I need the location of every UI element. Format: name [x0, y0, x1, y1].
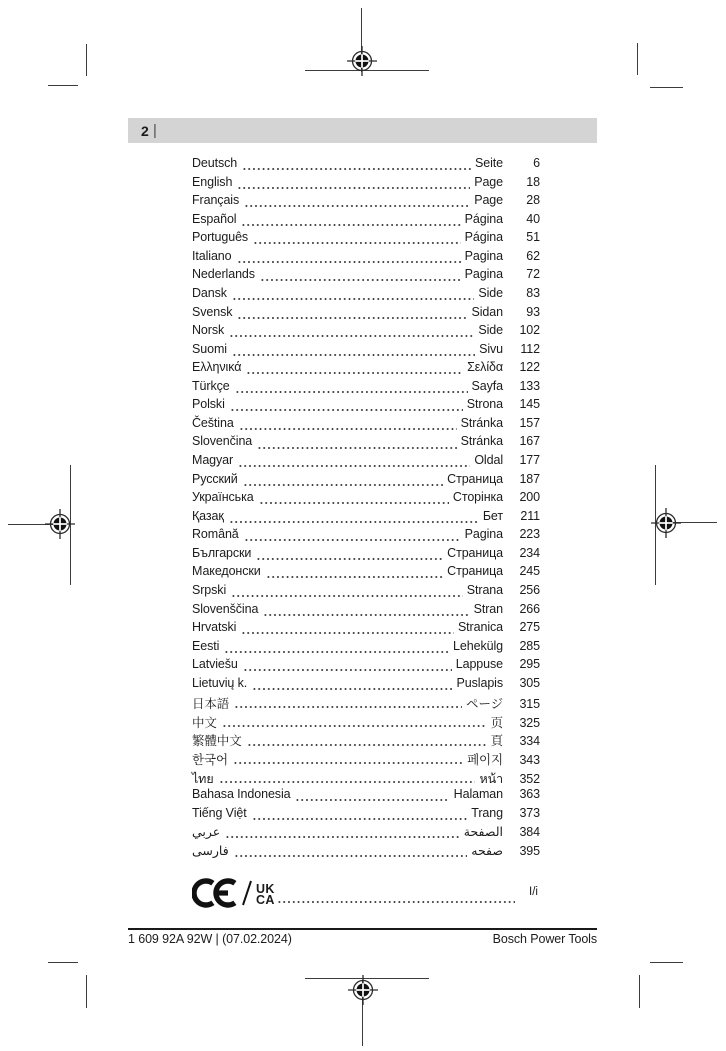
dot-leader [225, 835, 460, 839]
toc-entry [192, 509, 540, 528]
dot-leader [252, 687, 452, 691]
dot-leader [243, 483, 443, 487]
toc-page-word: Strana [466, 582, 503, 597]
toc-page-number: 28 [526, 193, 540, 208]
toc-entry [192, 676, 540, 695]
toc-language: Čeština [192, 415, 234, 430]
toc-language: Latviešu [192, 657, 238, 672]
toc-page-number: 122 [519, 360, 540, 375]
toc-page-word: Бет [482, 508, 503, 523]
toc-page-number: 167 [519, 434, 540, 449]
toc-language: Svensk [192, 304, 233, 319]
toc-language: Ελληνικά [192, 360, 242, 375]
dot-leader [247, 743, 487, 747]
toc-page-number: 285 [519, 638, 540, 653]
toc-page-word: Stranica [457, 620, 503, 635]
toc-language: Lietuvių k. [192, 675, 248, 690]
toc-page-word: Сторінка [452, 490, 503, 505]
toc-entry [192, 305, 540, 324]
toc-page-number: 373 [519, 805, 540, 820]
toc-language: 繁體中文 [192, 734, 242, 749]
toc-page-number: 315 [519, 697, 540, 712]
toc-entry [192, 230, 540, 249]
crop-tick-top-left [86, 44, 87, 76]
footer-rule [128, 928, 597, 930]
toc-page-word: หน้า [479, 771, 503, 786]
toc-page-number: 275 [519, 620, 540, 635]
crop-tick-left-upper [48, 85, 78, 86]
toc-page-word: Page [474, 174, 503, 189]
toc-page-number: 211 [520, 508, 540, 523]
toc-page-number: 334 [519, 734, 540, 749]
toc-entry [192, 583, 540, 602]
toc-entry [192, 824, 540, 843]
toc-page-number: 40 [526, 211, 540, 226]
toc-page-word: Sivu [479, 341, 503, 356]
toc-page-word: 页 [490, 715, 503, 730]
toc-page-word: Page [474, 193, 503, 208]
toc-page-word: Страница [447, 471, 503, 486]
toc-language: Tiếng Việt [192, 805, 247, 820]
toc-page-number: 157 [519, 415, 540, 430]
dot-leader [234, 705, 462, 709]
dot-leader [241, 631, 454, 635]
dot-leader [295, 798, 449, 802]
toc-entry [192, 787, 540, 806]
toc-page-number: 295 [519, 657, 540, 672]
toc-page-number: 18 [526, 174, 540, 189]
dot-leader [242, 167, 471, 171]
toc-entry [192, 193, 540, 212]
dot-leader [260, 278, 461, 282]
toc-page-word: Sidan [471, 304, 503, 319]
toc-page-number: 223 [519, 527, 540, 542]
toc-page-word: 頁 [490, 734, 503, 749]
toc-language: Nederlands [192, 267, 255, 282]
dot-leader [259, 501, 449, 505]
dot-leader [233, 761, 463, 765]
dot-leader [229, 520, 479, 524]
toc-language: 한국어 [192, 753, 228, 767]
toc-page-number: 145 [519, 397, 540, 412]
toc-entry [192, 175, 540, 194]
dot-leader [252, 817, 468, 821]
dot-leader [235, 390, 468, 394]
toc-entry [192, 286, 540, 305]
toc-page-number: 133 [519, 378, 540, 393]
dot-leader [222, 724, 487, 728]
toc-page-number: 245 [519, 564, 540, 579]
toc-page-number: 384 [519, 825, 540, 840]
dot-leader [232, 297, 474, 301]
crop-tick-bottom-left [86, 975, 87, 1008]
toc-list [192, 156, 540, 861]
toc-entry [192, 416, 540, 435]
toc-page-number: 266 [519, 601, 540, 616]
toc-entry [192, 323, 540, 342]
toc-language: Slovenščina [192, 601, 259, 616]
toc-language: 日本語 [192, 697, 230, 712]
toc-entry [192, 490, 540, 509]
toc-language: Italiano [192, 248, 232, 263]
toc-page-number: 51 [526, 230, 540, 245]
toc-entry [192, 639, 540, 658]
dot-leader [266, 575, 443, 579]
dot-leader [256, 557, 443, 561]
crop-tick-right-upper [650, 87, 683, 88]
toc-page-number: 363 [519, 787, 540, 802]
toc-entry [192, 267, 540, 286]
dot-leader [239, 427, 457, 431]
dot-leader [241, 223, 460, 227]
toc-page-word: Страница [447, 545, 503, 560]
dot-leader [219, 780, 476, 784]
dot-leader [229, 334, 474, 338]
toc-entry [192, 453, 540, 472]
toc-page-word: Side [478, 323, 503, 338]
ukca-line1: UK [256, 882, 275, 896]
toc-language: Български [192, 545, 252, 560]
ce-mark-icon [192, 878, 254, 908]
toc-page-word: Página [464, 211, 503, 226]
toc-page-word: Página [464, 230, 503, 245]
page-number-separator: | [153, 122, 157, 139]
toc-entry [192, 527, 540, 546]
dot-leader [238, 464, 470, 468]
toc-language: Polski [192, 397, 225, 412]
toc-entry [192, 564, 540, 583]
document-number: 1 609 92A 92W | (07.02.2024) [128, 932, 292, 946]
toc-page-word: Страница [447, 564, 503, 579]
toc-language: Eesti [192, 638, 220, 653]
toc-language: Suomi [192, 341, 227, 356]
toc-language: Українська [192, 490, 254, 505]
dot-leader [277, 900, 515, 904]
toc-page-number: 395 [519, 843, 540, 858]
toc-language: Română [192, 527, 239, 542]
registration-mark-top-icon [347, 46, 377, 76]
registration-mark-left-icon [45, 509, 75, 539]
toc-page-number: 352 [519, 771, 540, 786]
toc-page-number: 256 [519, 582, 540, 597]
toc-page-word: الصفحة [463, 825, 503, 840]
footer [128, 932, 597, 946]
toc-language: English [192, 174, 233, 189]
toc-entry [192, 769, 540, 788]
toc-entry [192, 360, 540, 379]
toc-page-word: 페이지 [467, 753, 503, 767]
page-number: 2 [141, 122, 149, 139]
toc-entry [192, 750, 540, 769]
registration-mark-bottom-icon [348, 975, 378, 1005]
toc-language: 中文 [192, 715, 217, 730]
toc-language: Norsk [192, 323, 225, 338]
toc-language: Magyar [192, 453, 234, 467]
toc-language: Bahasa Indonesia [192, 787, 291, 802]
toc-page-word: صفحه [471, 843, 503, 858]
toc-page-number: 102 [519, 323, 540, 338]
toc-entry [192, 620, 540, 639]
toc-page-number: 343 [519, 753, 540, 767]
toc-language: Dansk [192, 285, 227, 300]
toc-entry [192, 602, 540, 621]
toc-language: فارسی [192, 843, 229, 858]
toc-entry [192, 434, 540, 453]
dot-leader [237, 260, 461, 264]
dot-leader [244, 538, 461, 542]
dot-leader [231, 594, 463, 598]
toc-page-word: Lehekülg [453, 638, 503, 653]
toc-entry [192, 731, 540, 750]
toc-page-number: 200 [519, 490, 540, 505]
toc-page-word: Oldal [474, 453, 503, 467]
dot-leader [237, 316, 467, 320]
toc-page-word: Stran [473, 601, 503, 616]
toc-language: Русский [192, 471, 238, 486]
toc-language: Srpski [192, 582, 227, 597]
dot-leader [246, 371, 463, 375]
toc-page-number: 325 [519, 715, 540, 730]
conformity-marks-row [192, 874, 540, 908]
toc-page-number: 62 [526, 248, 540, 263]
toc-page-word: Σελίδα [467, 360, 503, 375]
toc-page-word: Puslapis [456, 675, 503, 690]
toc-language: Қазақ [192, 508, 224, 523]
toc-page-number: 305 [519, 675, 540, 690]
toc-language: Deutsch [192, 156, 238, 170]
dot-leader [263, 613, 469, 617]
toc-page-word: Pagina [464, 527, 503, 542]
toc-entry [192, 713, 540, 732]
toc-page-number: 177 [519, 453, 540, 467]
ukca-line2: CA [256, 892, 275, 907]
toc-page-word: Stránka [460, 434, 503, 449]
toc-page-number: 234 [519, 545, 540, 560]
dot-leader [230, 408, 463, 412]
dot-leader [243, 668, 452, 672]
registration-mark-right-icon [651, 508, 681, 538]
toc-page-word: Pagina [464, 248, 503, 263]
toc-language: Македонски [192, 564, 261, 579]
toc-page-word: Side [478, 285, 503, 300]
crop-tick-right-lower [650, 962, 683, 963]
crop-tick-bottom-right [639, 975, 640, 1008]
toc-entry [192, 249, 540, 268]
brand-name: Bosch Power Tools [492, 932, 597, 946]
dot-leader [232, 353, 475, 357]
toc-entry [192, 379, 540, 398]
toc-language: ไทย [192, 771, 214, 786]
toc-language: Hrvatski [192, 620, 237, 635]
toc-page-word: Halaman [453, 787, 503, 802]
toc-page-word: Strona [466, 397, 503, 412]
dot-leader [224, 650, 449, 654]
toc-page-word: Stránka [460, 415, 503, 430]
toc-entry [192, 843, 540, 862]
toc-page-word: Sayfa [471, 378, 503, 393]
toc-page-word: Trang [471, 805, 503, 820]
toc-language: عربي [192, 825, 221, 840]
toc-language: Türkçe [192, 378, 230, 393]
toc-page-number: 112 [520, 341, 540, 356]
toc-entry [192, 472, 540, 491]
crop-tick-left-lower [48, 962, 78, 963]
toc-page-number: 6 [533, 156, 540, 170]
toc-language: Français [192, 193, 240, 208]
toc-page-word: Seite [475, 156, 503, 170]
dot-leader [244, 204, 470, 208]
crop-tick-top-right [637, 43, 638, 75]
marks-page-label: I/i [529, 886, 538, 898]
toc-page-number: 93 [526, 304, 540, 319]
toc-entry [192, 397, 540, 416]
toc-page-word: Lappuse [455, 657, 503, 672]
toc-language: Slovenčina [192, 434, 253, 449]
toc-entry [192, 546, 540, 565]
toc-page-number: 83 [526, 285, 540, 300]
dot-leader [237, 186, 470, 190]
toc-language: Português [192, 230, 249, 245]
toc-entry [192, 156, 540, 175]
toc-entry [192, 212, 540, 231]
toc-language: Español [192, 211, 237, 226]
toc-entry [192, 657, 540, 676]
toc-entry [192, 342, 540, 361]
toc-page-number: 72 [526, 267, 540, 282]
dot-leader [253, 241, 461, 245]
dot-leader [234, 854, 468, 858]
toc-page-word: ページ [466, 697, 503, 712]
page-header-bar [128, 118, 597, 143]
toc-page-word: Pagina [464, 267, 503, 282]
toc-entry [192, 806, 540, 825]
ukca-mark-icon [256, 884, 275, 905]
toc-page-number: 187 [519, 471, 540, 486]
dot-leader [257, 446, 456, 450]
toc-entry [192, 694, 540, 713]
